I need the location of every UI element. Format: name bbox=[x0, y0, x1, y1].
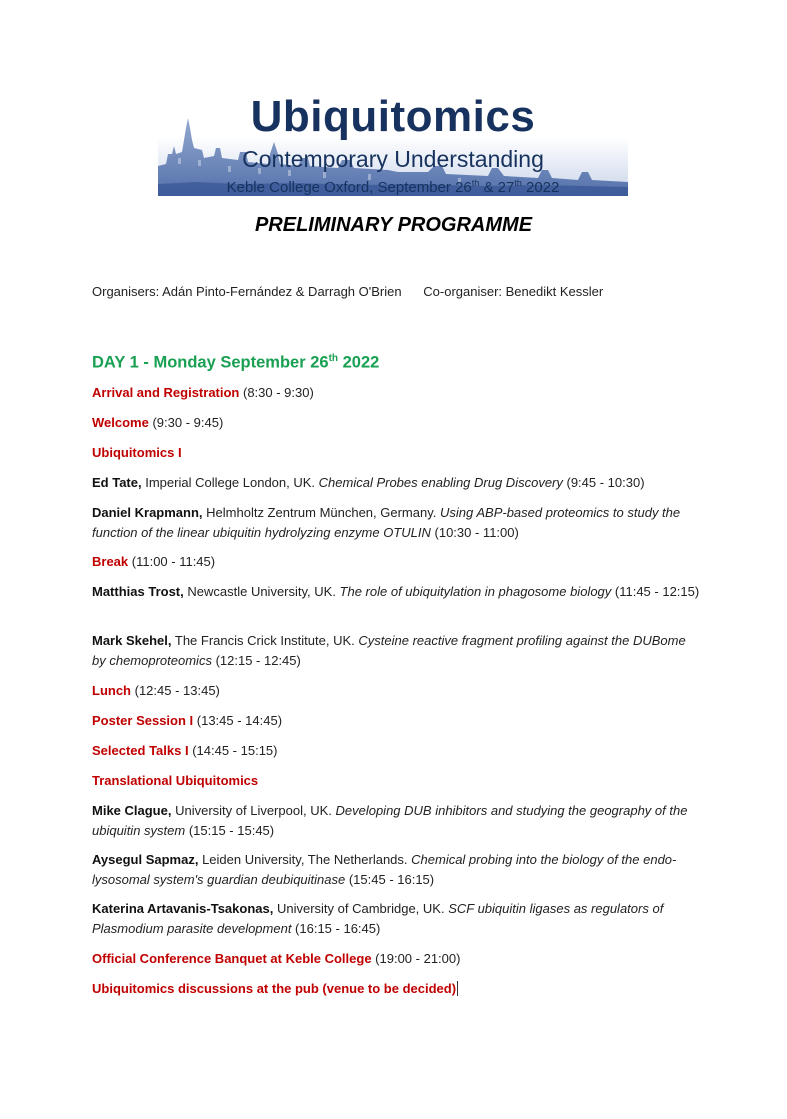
programme-item: Selected Talks I (14:45 - 15:15) bbox=[92, 743, 278, 758]
section-heading: Translational Ubiquitomics bbox=[92, 773, 259, 788]
programme-item: Official Conference Banquet at Keble College (19:00 - 21:00) bbox=[92, 951, 461, 966]
organisers-text: Organisers: Adán Pinto-Fernández & Darragh O'Brien bbox=[92, 284, 402, 299]
talk-item: Mike Clague, University of Liverpool, UK. Developing DUB inhibitors and studying the geography of the ubiquitin system (15:15 - 15:45) bbox=[92, 803, 688, 838]
co-organiser-text: Co-organiser: Benedikt Kessler bbox=[423, 284, 604, 299]
talk-item: Katerina Artavanis-Tsakonas, University of Cambridge, UK. SCF ubiquitin ligases as regulators of Plasmodium parasite development (16:15 - 16:45) bbox=[92, 901, 664, 936]
section-heading: Ubiquitomics I bbox=[92, 445, 182, 460]
programme-item: Welcome (9:30 - 9:45) bbox=[92, 415, 224, 430]
day-heading: DAY 1 - Monday September 26th 2022 bbox=[92, 353, 380, 372]
organisers-line bbox=[92, 283, 603, 301]
talk-item: Matthias Trost, Newcastle University, UK. The role of ubiquitylation in phagosome biology (11:45 - 12:15) bbox=[92, 584, 700, 599]
banner-title: Ubiquitomics bbox=[250, 92, 536, 141]
talk-item: Daniel Krapmann, Helmholtz Zentrum München, Germany. Using ABP-based proteomics to study the function of the linear ubiquitin hydrolyzing enzyme OTULIN (10:30 - 11:00) bbox=[92, 505, 681, 540]
talk-item: Aysegul Sapmaz, Leiden University, The Netherlands. Chemical probing into the biology of the endo-lysosomal system's guardian deubiquitinase (15:45 - 16:15) bbox=[92, 852, 677, 887]
programme-item: Poster Session I (13:45 - 14:45) bbox=[92, 713, 283, 728]
banner-venue: Keble College Oxford, September 26th & 27th 2022 bbox=[226, 178, 560, 196]
talk-item: Mark Skehel, The Francis Crick Institute, UK. Cysteine reactive fragment profiling against the DUBome by chemoproteomics (12:15 - 12:45) bbox=[92, 633, 686, 668]
talk-item: Ed Tate, Imperial College London, UK. Chemical Probes enabling Drug Discovery (9:45 - 10:30) bbox=[92, 475, 645, 490]
programme-item: Break (11:00 - 11:45) bbox=[92, 554, 216, 569]
programme-item: Arrival and Registration (8:30 - 9:30) bbox=[92, 385, 314, 400]
programme-item: Lunch (12:45 - 13:45) bbox=[92, 683, 220, 698]
text-cursor bbox=[457, 981, 458, 996]
programme-title: PRELIMINARY PROGRAMME bbox=[254, 214, 533, 236]
conference-banner bbox=[158, 88, 628, 196]
banner-subtitle: Contemporary Understanding bbox=[242, 146, 544, 172]
section-heading: Ubiquitomics discussions at the pub (venue to be decided) bbox=[92, 981, 457, 996]
